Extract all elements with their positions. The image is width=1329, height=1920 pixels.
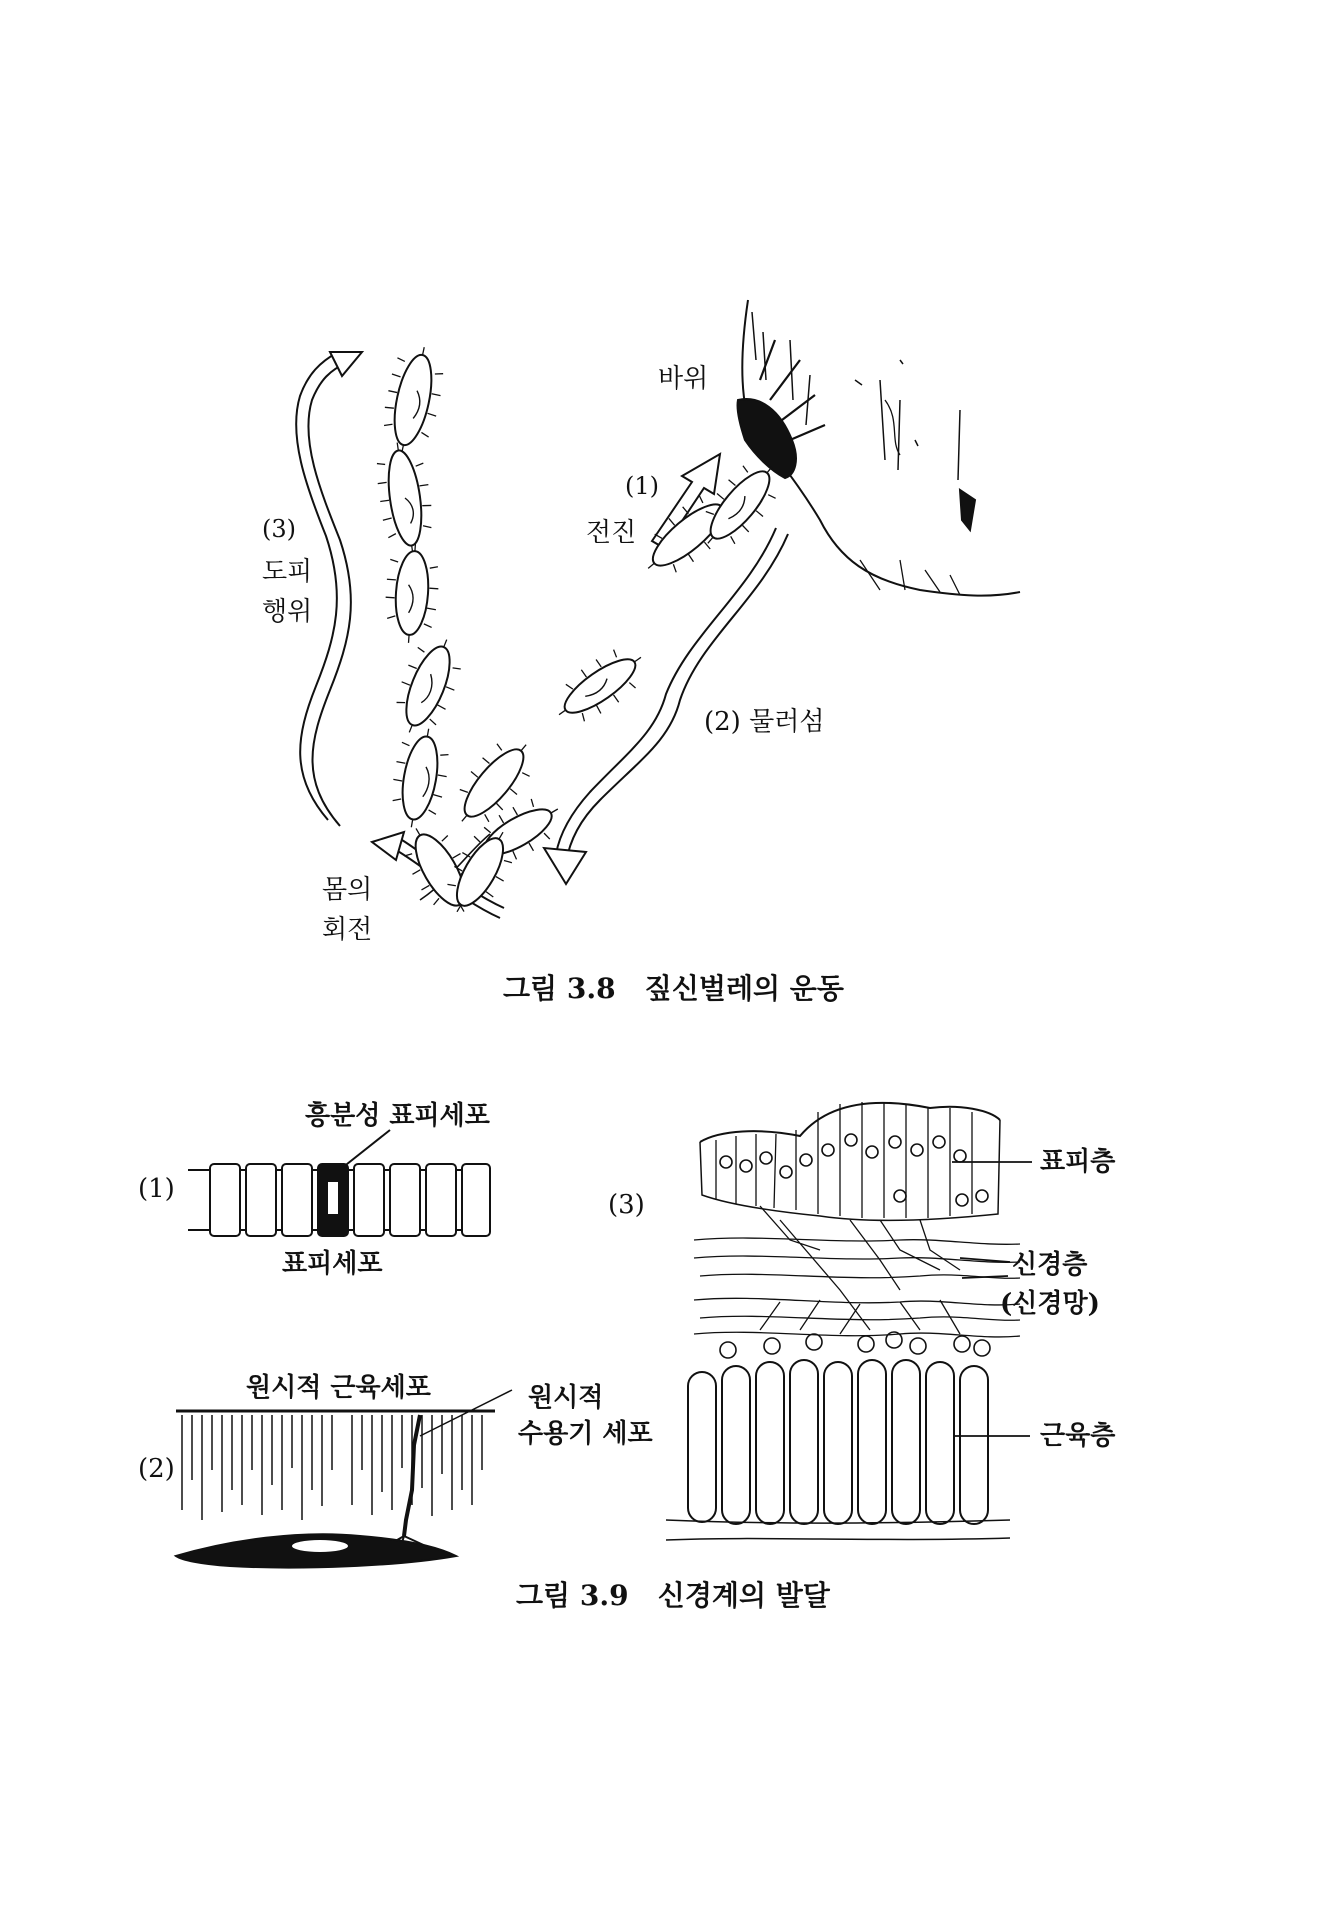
figure-3-8 bbox=[262, 300, 1020, 1005]
muscle-layer-label: 근육층 bbox=[1040, 1421, 1116, 1451]
paramecia-group bbox=[372, 342, 791, 925]
muscle-cell-label: 원시적 근육세포 bbox=[246, 1373, 431, 1403]
paramecium-1 bbox=[376, 342, 449, 458]
paramecium-3 bbox=[383, 541, 442, 644]
escape-label-line2: 행위 bbox=[262, 597, 313, 627]
escape-label-line1: 도피 bbox=[262, 557, 313, 587]
advance-label: 전진 bbox=[586, 518, 637, 548]
panel-3-tissue bbox=[666, 1102, 1032, 1540]
nerve-net bbox=[694, 1206, 1020, 1337]
panel-3-number: (3) bbox=[608, 1190, 645, 1220]
figure-3-9-caption: 그림 3.9 신경계의 발달 bbox=[516, 1579, 830, 1612]
figure-3-8-caption: 그림 3.8 짚신벌레의 운동 bbox=[503, 972, 844, 1005]
excitable-cell-label: 흥분성 표피세포 bbox=[305, 1101, 490, 1131]
receptor-cell-label-line1: 원시적 bbox=[528, 1383, 604, 1413]
retreat-label: (2) 물러섬 bbox=[704, 707, 825, 737]
escape-ribbon-arrow bbox=[296, 352, 362, 826]
panel-2-number: (2) bbox=[138, 1454, 175, 1484]
nerve-net-label: (신경망) bbox=[1000, 1289, 1100, 1319]
paramecium-5 bbox=[386, 724, 455, 832]
muscle-cells bbox=[688, 1360, 988, 1524]
advance-number-label: (1) bbox=[625, 472, 659, 500]
receptor-cell-label-line2: 수용기 세포 bbox=[518, 1419, 653, 1449]
escape-number-label: (3) bbox=[262, 515, 296, 543]
panel-2-muscle-sheet bbox=[176, 1390, 512, 1568]
epidermis-nuclei bbox=[720, 1134, 988, 1206]
panel-1-number: (1) bbox=[138, 1174, 175, 1204]
rotation-label-line1: 몸의 bbox=[322, 875, 373, 905]
figure-3-9 bbox=[138, 1100, 1116, 1612]
rotation-label-line2: 회전 bbox=[322, 915, 373, 945]
paramecium-2 bbox=[372, 439, 437, 557]
epidermis-label: 표피층 bbox=[1040, 1147, 1116, 1177]
rock-label: 바위 bbox=[658, 364, 709, 394]
paramecium-4 bbox=[385, 630, 471, 742]
paramecium-10 bbox=[545, 638, 654, 735]
nerve-layer-label: 신경층 bbox=[1012, 1250, 1088, 1280]
panel-1-epidermis-row bbox=[188, 1130, 490, 1236]
epidermal-cell-label: 표피세포 bbox=[282, 1249, 383, 1279]
